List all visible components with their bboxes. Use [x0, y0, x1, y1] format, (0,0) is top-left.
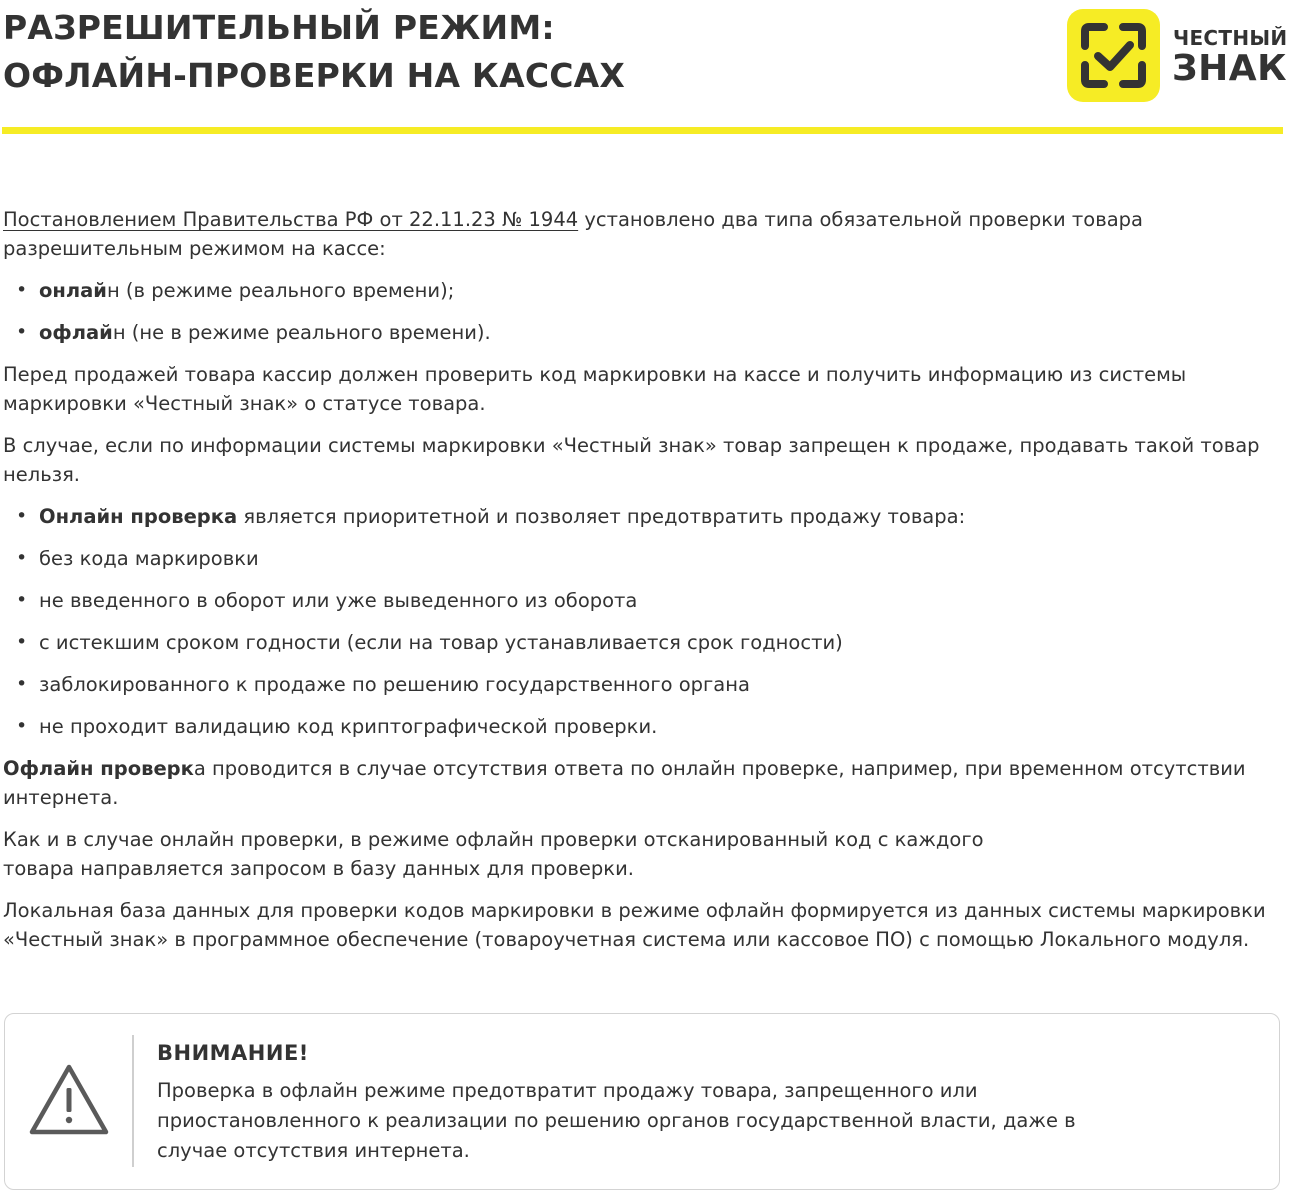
list-item-bold: офлай	[39, 321, 113, 344]
intro-text: установлено два типа обязательной проверки товара разрешительным режимом на кассе:	[3, 208, 1143, 260]
title-line-2: ОФЛАЙН-ПРОВЕРКИ НА КАССАХ	[3, 56, 626, 95]
intro-paragraph	[3, 205, 1273, 263]
list-item-text: н (не в режиме реального времени).	[112, 321, 491, 344]
list-item	[3, 502, 1273, 531]
list-item-bold: Онлайн проверка	[39, 505, 238, 528]
bullet: •	[16, 505, 28, 527]
paragraph-forbidden: В случае, если по информации системы маркировки «Честный знак» товар запрещен к продаже, продавать такой товар нельзя.	[3, 434, 1260, 486]
warning-triangle-icon	[27, 1062, 111, 1142]
list-item-text: не проходит валидацию код криптографической проверки.	[39, 715, 658, 738]
bullet: •	[16, 321, 28, 343]
paragraph-before-sale: Перед продажей товара кассир должен проверить код маркировки на кассе и получить информацию из системы маркировки «Честный знак» о статусе товара.	[3, 363, 1187, 415]
paragraph-like-online	[3, 825, 1273, 883]
paragraph-local-db: Локальная база данных для проверки кодов маркировки в режиме офлайн формируется из данных системы маркировки «Честный знак» в программное обеспечение (товароучетная система или кассовое ПО) с помощью Локального модуля.	[3, 899, 1266, 951]
notice-line: случае отсутствия интернета.	[157, 1139, 470, 1162]
list-item	[3, 544, 1273, 573]
paragraph-offline	[3, 754, 1273, 812]
paragraph-line: товара направляется запросом в базу данных для проверки.	[3, 857, 634, 880]
list-item-text: не введенного в оборот или уже выведенного из оборота	[39, 589, 638, 612]
bullet: •	[16, 547, 28, 569]
list-item-text: без кода маркировки	[39, 547, 259, 570]
logo-checkmark-icon	[1067, 9, 1160, 102]
notice-title: ВНИМАНИЕ!	[157, 1041, 309, 1065]
bullet: •	[16, 673, 28, 695]
list-item	[3, 712, 1273, 741]
offline-text: а проводится в случае отсутствия ответа по онлайн проверке, например, при временном отсутствии интернета.	[3, 757, 1246, 809]
list-item	[3, 628, 1273, 657]
main-content	[3, 205, 1273, 967]
list-item-bold: онлай	[39, 279, 107, 302]
logo-text-small: ЧЕСТНЫЙ	[1173, 26, 1288, 50]
bullet: •	[16, 279, 28, 301]
list-item-text: заблокированного к продаже по решению государственного органа	[39, 673, 750, 696]
list-item	[3, 318, 1273, 347]
attention-notice	[4, 1013, 1280, 1190]
logo-text-big: ЗНАК	[1172, 48, 1287, 89]
list-item	[3, 276, 1273, 305]
page-title	[3, 4, 625, 100]
list-item	[3, 586, 1273, 615]
notice-divider	[132, 1035, 134, 1167]
list-item-text: является приоритетной и позволяет предотвратить продажу товара:	[237, 505, 966, 528]
offline-bold: Офлайн проверк	[3, 757, 194, 780]
bullet: •	[16, 589, 28, 611]
list-item-text: с истекшим сроком годности (если на товар устанавливается срок годности)	[39, 631, 843, 654]
bullet: •	[16, 631, 28, 653]
notice-line: Проверка в офлайн режиме предотвратит продажу товара, запрещенного или	[157, 1079, 978, 1102]
paragraph-line: Как и в случае онлайн проверки, в режиме офлайн проверки отсканированный код с каждого	[3, 828, 984, 851]
notice-text	[157, 1076, 1157, 1166]
notice-line: приостановленного к реализации по решению органов государственной власти, даже в	[157, 1109, 1076, 1132]
resolution-link[interactable]: Постановлением Правительства РФ от 22.11.23 № 1944	[3, 208, 579, 231]
chestny-znak-logo	[1067, 9, 1288, 103]
title-line-1: РАЗРЕШИТЕЛЬНЫЙ РЕЖИМ:	[3, 8, 555, 47]
list-item-text: н (в режиме реального времени);	[106, 279, 455, 302]
list-item	[3, 670, 1273, 699]
header-divider	[2, 127, 1283, 134]
bullet: •	[16, 715, 28, 737]
